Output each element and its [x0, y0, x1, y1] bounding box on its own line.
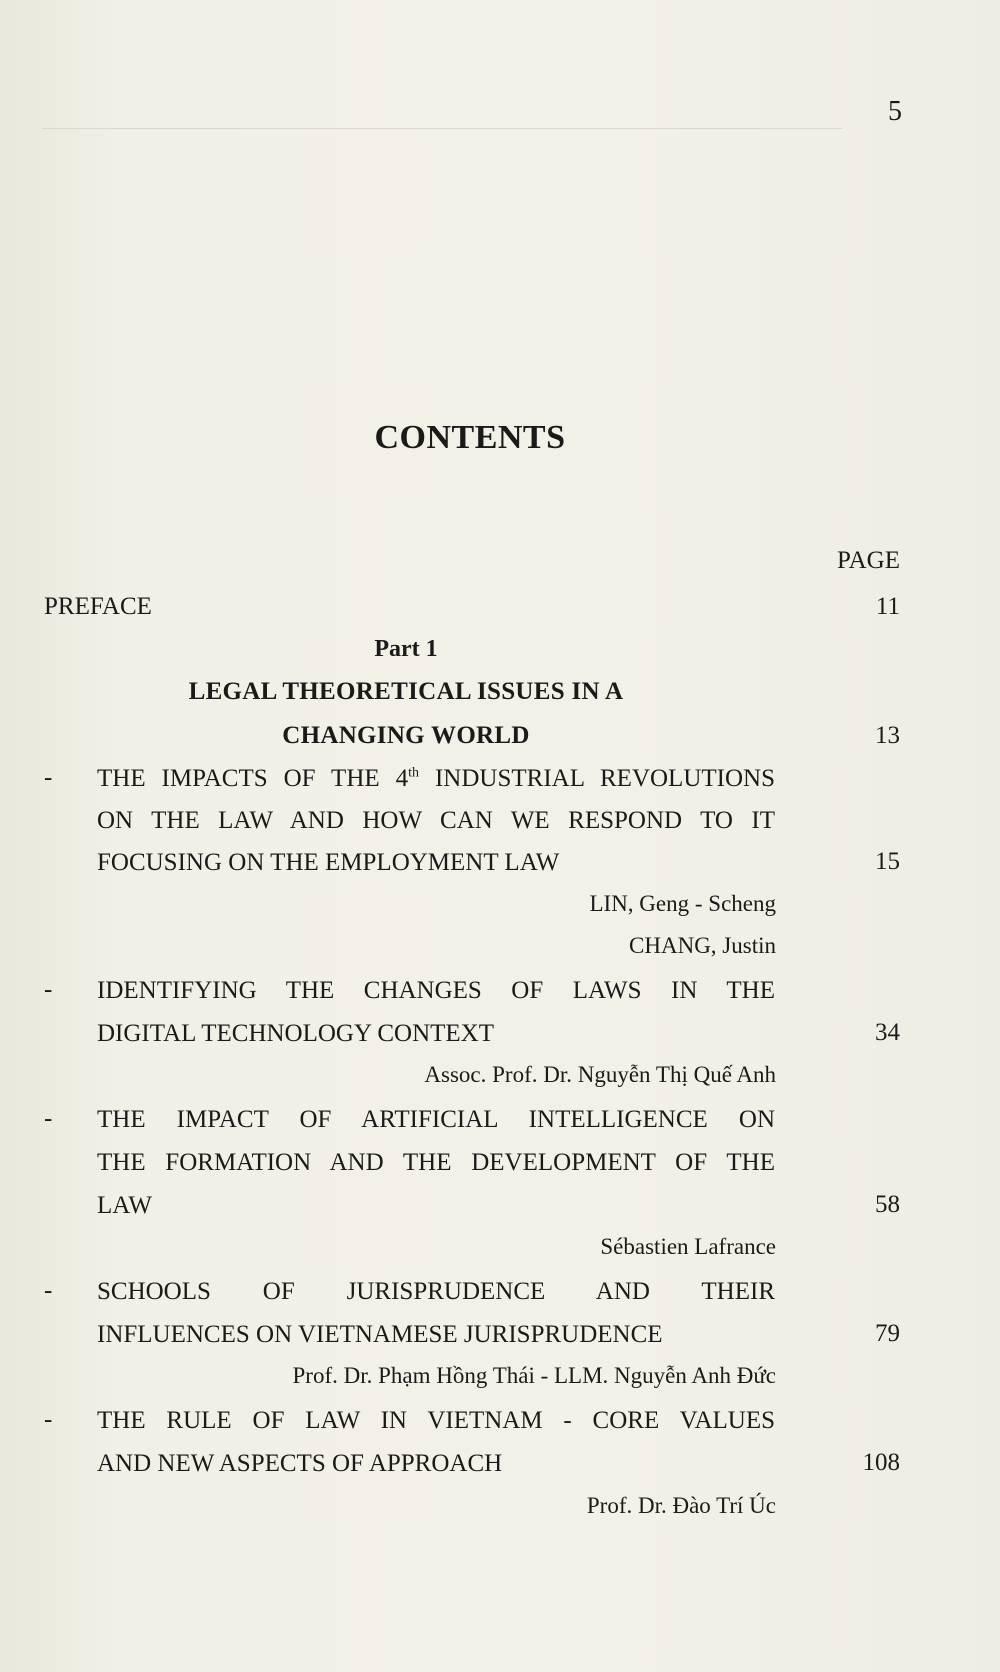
entry-title-line: INFLUENCES ON VIETNAMESE JURISPRUDENCE [97, 1321, 663, 1348]
entry-author: Prof. Dr. Đào Trí Úc [586, 1493, 776, 1518]
entry-author: Assoc. Prof. Dr. Nguyễn Thị Quế Anh [424, 1062, 776, 1087]
entry-page: 79 [875, 1320, 900, 1347]
part-page: 13 [875, 722, 900, 749]
part-title-line2: CHANGING WORLD [282, 722, 530, 749]
entry-title-line: SCHOOLS OF JURISPRUDENCE AND THEIR [97, 1278, 775, 1305]
entry-page: 58 [875, 1191, 900, 1218]
entry-title-line: IDENTIFYING THE CHANGES OF LAWS IN THE [97, 977, 775, 1004]
entry-title-line: THE IMPACT OF ARTIFICIAL INTELLIGENCE ON [97, 1106, 775, 1133]
entry-title-line: FOCUSING ON THE EMPLOYMENT LAW [97, 849, 560, 876]
entry-page: 108 [862, 1449, 900, 1476]
entry-title-line: DIGITAL TECHNOLOGY CONTEXT [97, 1020, 495, 1047]
entry-title-segment: INDUSTRIAL REVOLUTIONS [419, 765, 775, 792]
entry-author: LIN, Geng - Scheng [589, 891, 776, 916]
entry-title-line [97, 764, 775, 794]
entry-dash: - [44, 1105, 53, 1132]
entry-title-line: LAW [97, 1192, 152, 1219]
part-title-line1: LEGAL THEORETICAL ISSUES IN A [188, 678, 624, 705]
contents-title: CONTENTS [374, 419, 566, 456]
page-number: 5 [888, 96, 902, 127]
entry-dash: - [44, 1277, 53, 1304]
bleed-through-rule [42, 128, 842, 129]
entry-author: Prof. Dr. Phạm Hồng Thái - LLM. Nguyễn Anh Đức [292, 1363, 776, 1388]
entry-author: Sébastien Lafrance [600, 1234, 776, 1259]
superscript: th [408, 765, 420, 781]
entry-page: 34 [875, 1019, 900, 1046]
entry-author: CHANG, Justin [629, 933, 776, 958]
entry-title-line: THE FORMATION AND THE DEVELOPMENT OF THE [97, 1149, 775, 1176]
entry-title-line: AND NEW ASPECTS OF APPROACH [97, 1450, 503, 1477]
entry-dash: - [44, 976, 53, 1003]
entry-dash: - [44, 764, 53, 791]
preface-label: PREFACE [44, 593, 152, 620]
entry-title-segment: THE IMPACTS OF THE 4 [97, 765, 409, 792]
entry-dash: - [44, 1406, 53, 1433]
preface-page: 11 [875, 593, 900, 620]
page-column-label: PAGE [837, 547, 900, 574]
entry-page: 15 [875, 848, 900, 875]
entry-title-line: ON THE LAW AND HOW CAN WE RESPOND TO IT [97, 807, 775, 834]
entry-title-line: THE RULE OF LAW IN VIETNAM - CORE VALUES [97, 1407, 775, 1434]
part-label: Part 1 [374, 636, 438, 662]
